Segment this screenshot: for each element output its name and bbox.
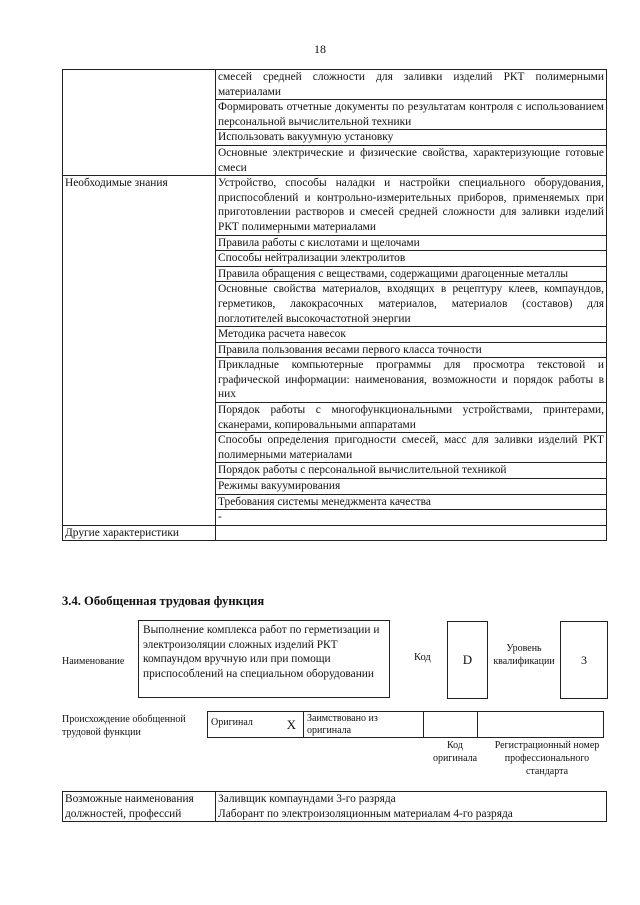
knowledge-cell: Способы нейтрализации электролитов [216,251,607,267]
code-label: Код [414,652,431,663]
table-row [63,792,607,822]
skill-cell: Основные электрические и физические свойства, характеризующие готовые смеси [216,145,607,175]
section-title: 3.4. Обобщенная трудовая функция [62,594,265,608]
reg-number-cell [478,712,604,738]
knowledge-cell: Способы определения пригодности смесей, масс для заливки изделий РКТ полимерными материалами [216,433,607,463]
origin-code-caption: Код оригинала [432,740,478,764]
name-label: Наименование [62,656,125,667]
table-row [63,525,607,541]
table-row [63,176,607,235]
skills-label-cell [63,70,216,176]
skill-cell: смесей средней сложности для заливки изделий РКТ полимерными материалами [216,70,607,100]
knowledge-cell: Правила обращения с веществами, содержащими драгоценные металлы [216,266,607,282]
skill-cell: Формировать отчетные документы по результатам контроля с использованием персональной вычислительной техники [216,100,607,130]
position-item: Заливщик компаундами 3-го разряда [218,793,396,805]
origin-label: Происхождение обобщенной трудовой функции [62,714,186,738]
knowledge-cell: Режимы вакуумирования [216,479,607,495]
qualification-level-box: 3 [560,621,608,699]
other-label: Другие характеристики [63,525,216,541]
origin-code-cell [424,712,478,738]
knowledge-cell: Основные свойства материалов, входящих в рецептуру клеев, компаундов, герметиков, лакокрасочных материалов, материалов (составов) для поглотителей высокочастотной энергии [216,282,607,327]
knowledge-cell: Правила пользования весами первого класса точности [216,342,607,358]
page-number: 18 [314,42,326,56]
code-value-box: D [447,621,488,699]
function-name-box: Выполнение комплекса работ по герметизации и электроизоляции сложных изделий РКТ компаундом вручную или при помощи приспособлений на специальном оборудовании [138,620,390,698]
positions-table [62,791,607,822]
knowledge-cell: Правила работы с кислотами и щелочами [216,235,607,251]
other-value [216,525,607,541]
position-item: Лаборант по электроизоляционным материалам 4-го разряда [218,807,513,820]
qualification-level-label: Уровень квалификации [493,643,555,667]
knowledge-label: Необходимые знания [63,176,216,526]
knowledge-cell: Устройство, способы наладки и настройки специального оборудования, приспособлений и контрольно-измерительных приборов, применяемых при приготовлении растворов и смесей средней сложности для заливки изделий РКТ полимерными материалами [216,176,607,235]
reg-number-caption: Регистрационный номер профессионального стандарта [494,740,600,777]
original-label: Оригинал [211,716,253,728]
skill-cell: Использовать вакуумную установку [216,130,607,146]
knowledge-cell: - [216,510,607,526]
original-cell [208,712,304,738]
positions-label: Возможные наименования должностей, профессий [63,792,216,822]
borrowed-label: Заимствовано из оригинала [304,712,424,738]
knowledge-cell: Порядок работы с персональной вычислительной техникой [216,463,607,479]
knowledge-cell: Требования системы менеджмента качества [216,494,607,510]
original-mark: X [286,716,296,732]
table-row [208,712,604,738]
knowledge-cell: Прикладные компьютерные программы для просмотра текстовой и графической информации: наименования, возможности и порядок работы в них [216,358,607,403]
skills-knowledge-table [62,69,607,541]
knowledge-cell: Порядок работы с многофункциональными устройствами, принтерами, сканерами, копировальными аппаратами [216,403,607,433]
positions-cell [216,792,607,822]
table-row [63,70,607,100]
origin-table [207,711,604,738]
knowledge-cell: Методика расчета навесок [216,327,607,343]
